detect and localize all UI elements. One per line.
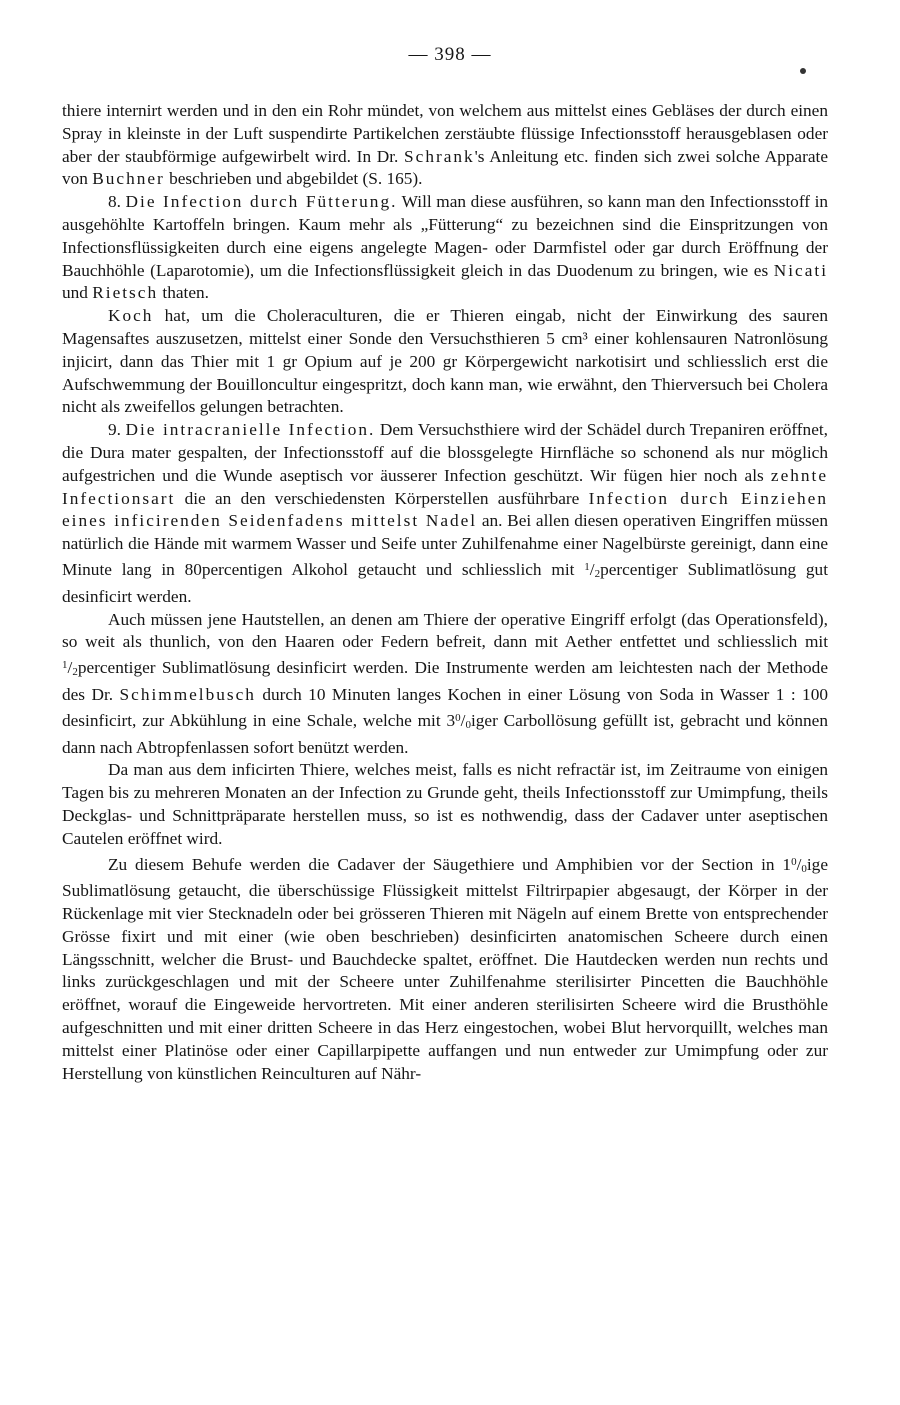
text-run: 0 — [455, 711, 461, 724]
text-run: hat, um die Choleraculturen, die er Thieren eingab, nicht der Einwirkung des sauren Magensaftes auszusetzen, mittelst einer Sonde den Versuchsthieren 5 cm³ einer kohlensauren Natronlösung injicirt, dann das Thier mit 1 gr Opium auf je 200 gr Körpergewicht narkotisirt und schliesslich erst die Aufschwemmung der Bouilloncultur eingespritzt, doch kann man, wie erwähnt, den Thierversuch bei Cholera nicht als zweifellos gelungen betrachten. — [62, 306, 828, 417]
text-run: 8. — [108, 192, 126, 212]
text-run: 0 — [801, 862, 807, 875]
paragraph — [62, 609, 828, 760]
spaced-emphasis: Nicati — [773, 260, 828, 280]
spaced-emphasis: Infection durch Einziehen eines inficirenden Seidenfadens mittelst Nadel — [62, 488, 828, 531]
paragraph — [62, 419, 828, 608]
spaced-emphasis: Die intracranielle Infection. — [125, 420, 376, 440]
text-run: 0 — [791, 855, 797, 868]
text-run: 1 — [584, 560, 590, 573]
text-run: percentiger Sublimatlösung gut desinficirt werden. — [62, 559, 828, 606]
text-run: Da man aus dem inficirten Thiere, welches meist, falls es nicht refractär ist, im Zeitraume von einigen Tagen bis zu mehreren Monaten an der Infection zu Grunde geht, theils Infectionsstoff zur Umimpfung, theils Deckglas- und Schnittpräparate herstellen muss, so ist es nothwendig, dass der Cadaver unter aseptischen Cautelen eröffnet wird. — [62, 760, 828, 848]
text-run: die an den verschiedensten Körperstellen ausführbare — [175, 488, 589, 508]
paragraph — [62, 851, 828, 1086]
page-number: — 398 — — [408, 44, 492, 65]
text-run: durch 10 Minuten langes Kochen in einer Lösung von Soda in Wasser 1 : 100 desinficirt, zur Abkühlung in eine Schale, welche mit 3 — [62, 684, 828, 730]
text-run: Auch müssen jene Hautstellen, an denen am Thiere der operative Eingriff erfolgt (das Operationsfeld), so weit als thunlich, von den Haaren oder Federn befreit, dann mit Aether entfettet und schliesslich mit — [62, 609, 828, 652]
text-run: 's Anleitung etc. finden sich zwei solche Apparate von — [62, 146, 828, 189]
text-run: percentiger Sublimatlösung desinficirt werden. Die Instrumente werden am leichtesten nach der Methode des Dr. — [62, 658, 828, 704]
text-run: 0 — [465, 718, 471, 731]
text-run: / — [589, 559, 595, 579]
text-run: beschrieben und abgebildet (S. 165). — [164, 169, 423, 189]
text-run: 9. — [108, 420, 126, 440]
paragraph — [62, 191, 828, 305]
text-run: 1 — [62, 659, 68, 672]
paragraph — [62, 100, 828, 191]
spaced-emphasis: Koch — [108, 306, 154, 326]
text-run: 2 — [72, 666, 78, 679]
paragraph — [62, 759, 828, 850]
ink-speck — [800, 68, 806, 74]
text-run: 2 — [594, 567, 601, 580]
text-run: Zu diesem Behufe werden die Cadaver der Säugethiere und Amphibien vor der Section in 1 — [108, 854, 792, 874]
spaced-emphasis: Buchner — [92, 169, 165, 189]
text-run: / — [796, 854, 802, 874]
text-run: ige Sublimatlösung getaucht, die überschüssige Flüssigkeit mittelst Filtrirpapier abgesaugt, der Körper in der Rückenlage mit vier Stecknadeln oder bei grösseren Thieren mit Nägeln auf einem Brette von entsprechender Grösse fixirt und mit einer (wie oben beschrieben) desinficirten anatomischen Scheere durch einen Längsschnitt, welcher die Brust- und Bauchdecke spaltet, eröffnet. Die Hautdecken werden nun rechts und links zurückgeschlagen und mit der Scheere unter Zuhilfenahme sterilisirter Pincetten die Bauchhöhle eröffnet, worauf die Eingeweide hervortreten. Mit einer anderen sterilisirten Scheere wird die Brusthöhle aufgeschnitten und mit einer dritten Scheere in das Herz eingestochen, wobei Blut hervorquillt, welches man mittelst einer Platinöse oder einer Capillarpipette auffangen und nun entweder zur Umimpfung oder zur Herstellung von künstlichen Reinculturen auf Nähr- — [62, 854, 828, 1083]
spaced-emphasis: Rietsch — [92, 283, 159, 303]
spaced-emphasis: zehnte Infectionsart — [62, 465, 828, 508]
spaced-emphasis: Die Infection durch Fütterung. — [125, 192, 398, 212]
text-run: und — [62, 283, 93, 303]
text-run: iger Carbollösung gefüllt ist, gebracht und können dann nach Abtropfenlassen sofort benützt werden. — [62, 710, 828, 757]
text-run: Will man diese ausführen, so kann man den Infectionsstoff in ausgehöhlte Kartoffeln bringen. Kaum mehr als „Fütterung“ zu bezeichnen sind die Einspritzungen von Infectionsflüssigkeiten durch eine eigens angelegte Magen- oder Darmfistel oder gar durch Eröffnung der Bauchhöhle (Laparotomie), um die Infectionsflüssigkeit gleich in das Duodenum zu bringen, wie es — [62, 192, 829, 280]
text-run: Dem Versuchsthiere wird der Schädel durch Trepaniren eröffnet, die Dura mater gespalten, der Infectionsstoff auf die blossgelegte Hirnfläche so schonend als nur möglich aufgestrichen und die Wunde aseptisch vor äusserer Infection geschützt. Wir fügen hier noch als — [62, 420, 828, 485]
text-run: / — [460, 710, 466, 730]
text-run: thaten. — [158, 283, 209, 303]
spaced-emphasis: Schrank — [404, 146, 475, 166]
body-text — [62, 100, 828, 1085]
text-run: thiere internirt werden und in den ein Rohr mündet, von welchem aus mittelst eines Gebläses der durch einen Spray in kleinste in der Luft suspendirte Partikelchen zerstäubte flüssige Infectionsstoff herausgeblasen oder aber der staubförmige aufgewirbelt wird. In Dr. — [62, 101, 828, 166]
spaced-emphasis: Schimmelbusch — [119, 684, 256, 704]
text-run: / — [67, 658, 73, 678]
text-run: an. Bei allen diesen operativen Eingriffen müssen natürlich die Hände mit warmem Wasser und Seife unter Zuhilfenahme einer Nagelbürste gereinigt, dann eine Minute lang in 80percentigen Alkohol getaucht und schliesslich mit — [62, 511, 828, 579]
paragraph — [62, 305, 828, 419]
